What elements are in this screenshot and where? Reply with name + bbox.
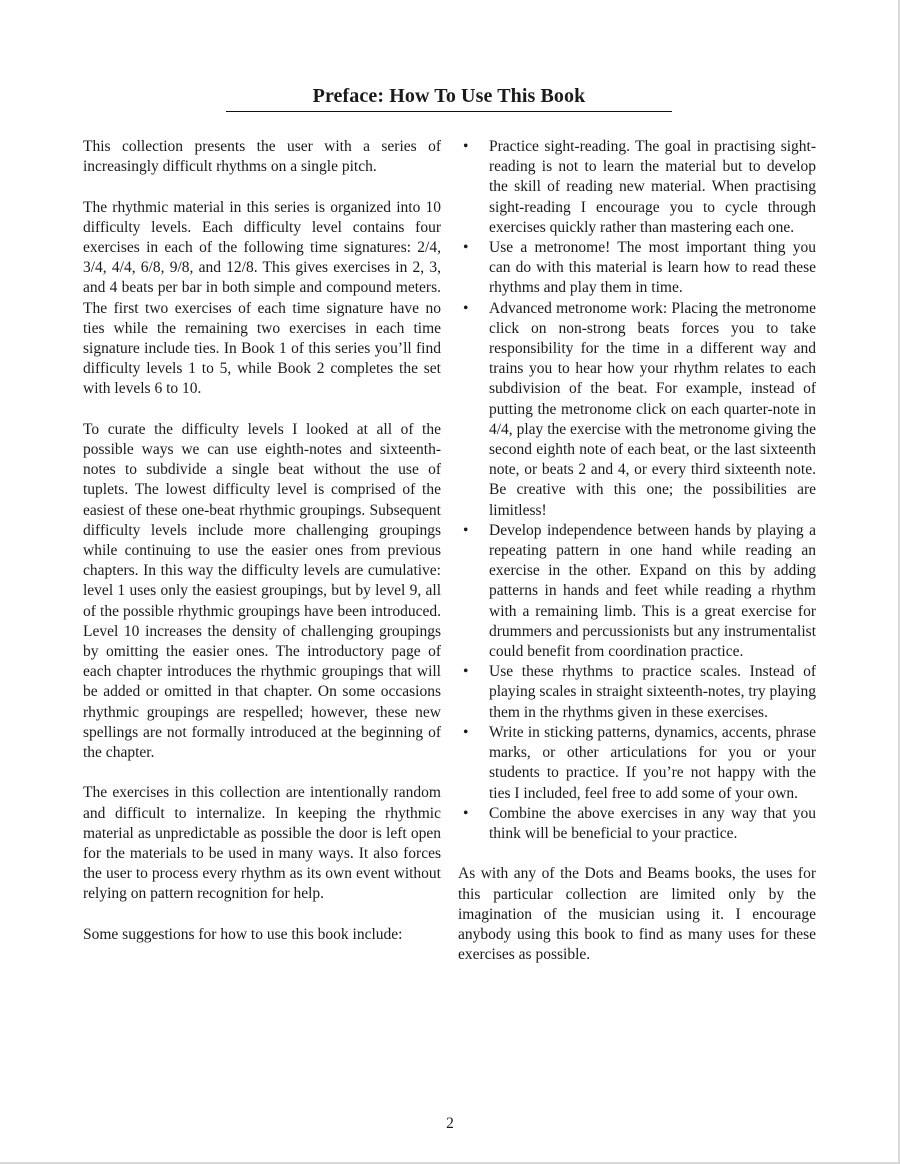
page-number: 2 [446,1115,454,1132]
paragraph-randomness: The exercises in this collection are intentionally random and difficult to internalize. In keeping the rhythmic material as unpredictable as possible the door is left open for the materials to be used in many ways. It also forces the user to process every rhythm as its own event without relying on pattern recognition for help. [83,784,441,903]
list-item [458,521,816,662]
bullet-icon: • [463,138,469,155]
list-item-text: Use these rhythms to practice scales. Instead of playing scales in straight sixteenth-notes, try playing them in the rhythms given in these exercises. [489,663,816,721]
list-item-text: Advanced metronome work: Placing the metronome click on non-strong beats forces you to take responsibility for the time in a different way and trains you to hear how your rhythm relates to each subdivision of the beat. For example, instead of putting the metronome click on each quarter-note in 4/4, play the exercise with the metronome giving the second eighth note of each beat, or the last sixteenth note, or beats 2 and 4, or every third sixteenth note. Be creative with this one; the possibilities are limitless! [489,299,816,519]
list-item-text: Combine the above exercises in any way that you think will be beneficial to your practice. [489,804,816,842]
list-item [458,804,816,844]
list-item [458,723,816,804]
list-item [458,662,816,723]
page-title: Preface: How To Use This Book [312,85,586,107]
paragraph-organization: The rhythmic material in this series is organized into 10 difficulty levels. Each difficulty level contains four exercises in each of the following time signatures: 2/4, 3/4, 4/4, 6/8, 9/8, and 12/8. This gives exercises in 2, 3, and 4 beats per bar in both simple and compound meters. The first two exercises of each time signature have no ties while the remaining two exercises in each time signature include ties. In Book 1 of this series you’ll find difficulty levels 1 to 5, while Book 2 completes the set with levels 6 to 10. [83,198,441,398]
bullet-icon: • [463,521,469,539]
suggestions-list [458,137,816,844]
bullet-icon: • [463,299,469,317]
bullet-icon: • [463,723,469,741]
paragraph-suggestions-lead: Some suggestions for how to use this book include: [83,925,403,943]
bullet-icon: • [463,239,469,257]
list-item-text: Use a metronome! The most important thing you can do with this material is learn how to read these rhythms and play them in time. [489,239,816,297]
left-column [83,137,441,965]
bullet-icon: • [463,663,469,681]
list-item-text: Practice sight-reading. The goal in practising sight-reading is not to learn the material but to develop the skill of reading new material. When practising sight-reading I encourage you to cycle through exercises quickly rather than mastering each one. [489,138,816,236]
list-item-text: Develop independence between hands by playing a repeating pattern in one hand while reading an exercise in the other. Expand on this by adding patterns in hands and feet while reading a rhythm with a remaining limb. This is a great exercise for drummers and percussionists but any instrumentalist could benefit from coordination practice. [489,521,816,661]
page-title-underline [226,84,672,112]
paragraph-intro: This collection presents the user with a series of increasingly difficult rhythms on a single pitch. [83,138,441,176]
paragraph-closing: As with any of the Dots and Beams books, the uses for this particular collection are limited only by the imagination of the musician using it. I encourage anybody using this book to find as many uses for these exercises as possible. [458,865,816,964]
bullet-icon: • [463,804,469,822]
list-item [458,299,816,521]
right-column [458,137,816,986]
paragraph-difficulty: To curate the difficulty levels I looked at all of the possible ways we can use eighth-notes and sixteenth-notes to subdivide a single beat without the use of tuplets. The lowest difficulty level is comprised of the easiest of these one-beat rhythmic groupings. Subsequent difficulty levels include more challenging groupings while continuing to use the easier ones from previous chapters. In this way the difficulty levels are cumulative: level 1 uses only the easiest groupings, but by level 9, all of the possible rhythmic groupings have been introduced. Level 10 increases the density of challenging groupings by omitting the easier ones. The introductory page of each chapter introduces the rhythmic groupings that will be added or omitted in that chapter. On some occasions rhythmic groupings are respelled; however, these new spellings are not formally introduced at the beginning of the chapter. [83,420,441,762]
list-item [458,137,816,238]
list-item-text: Write in sticking patterns, dynamics, accents, phrase marks, or other articulations for you or your students to practice. If you’re not happy with the ties I included, feel free to add some of your own. [489,723,816,802]
list-item [458,238,816,299]
